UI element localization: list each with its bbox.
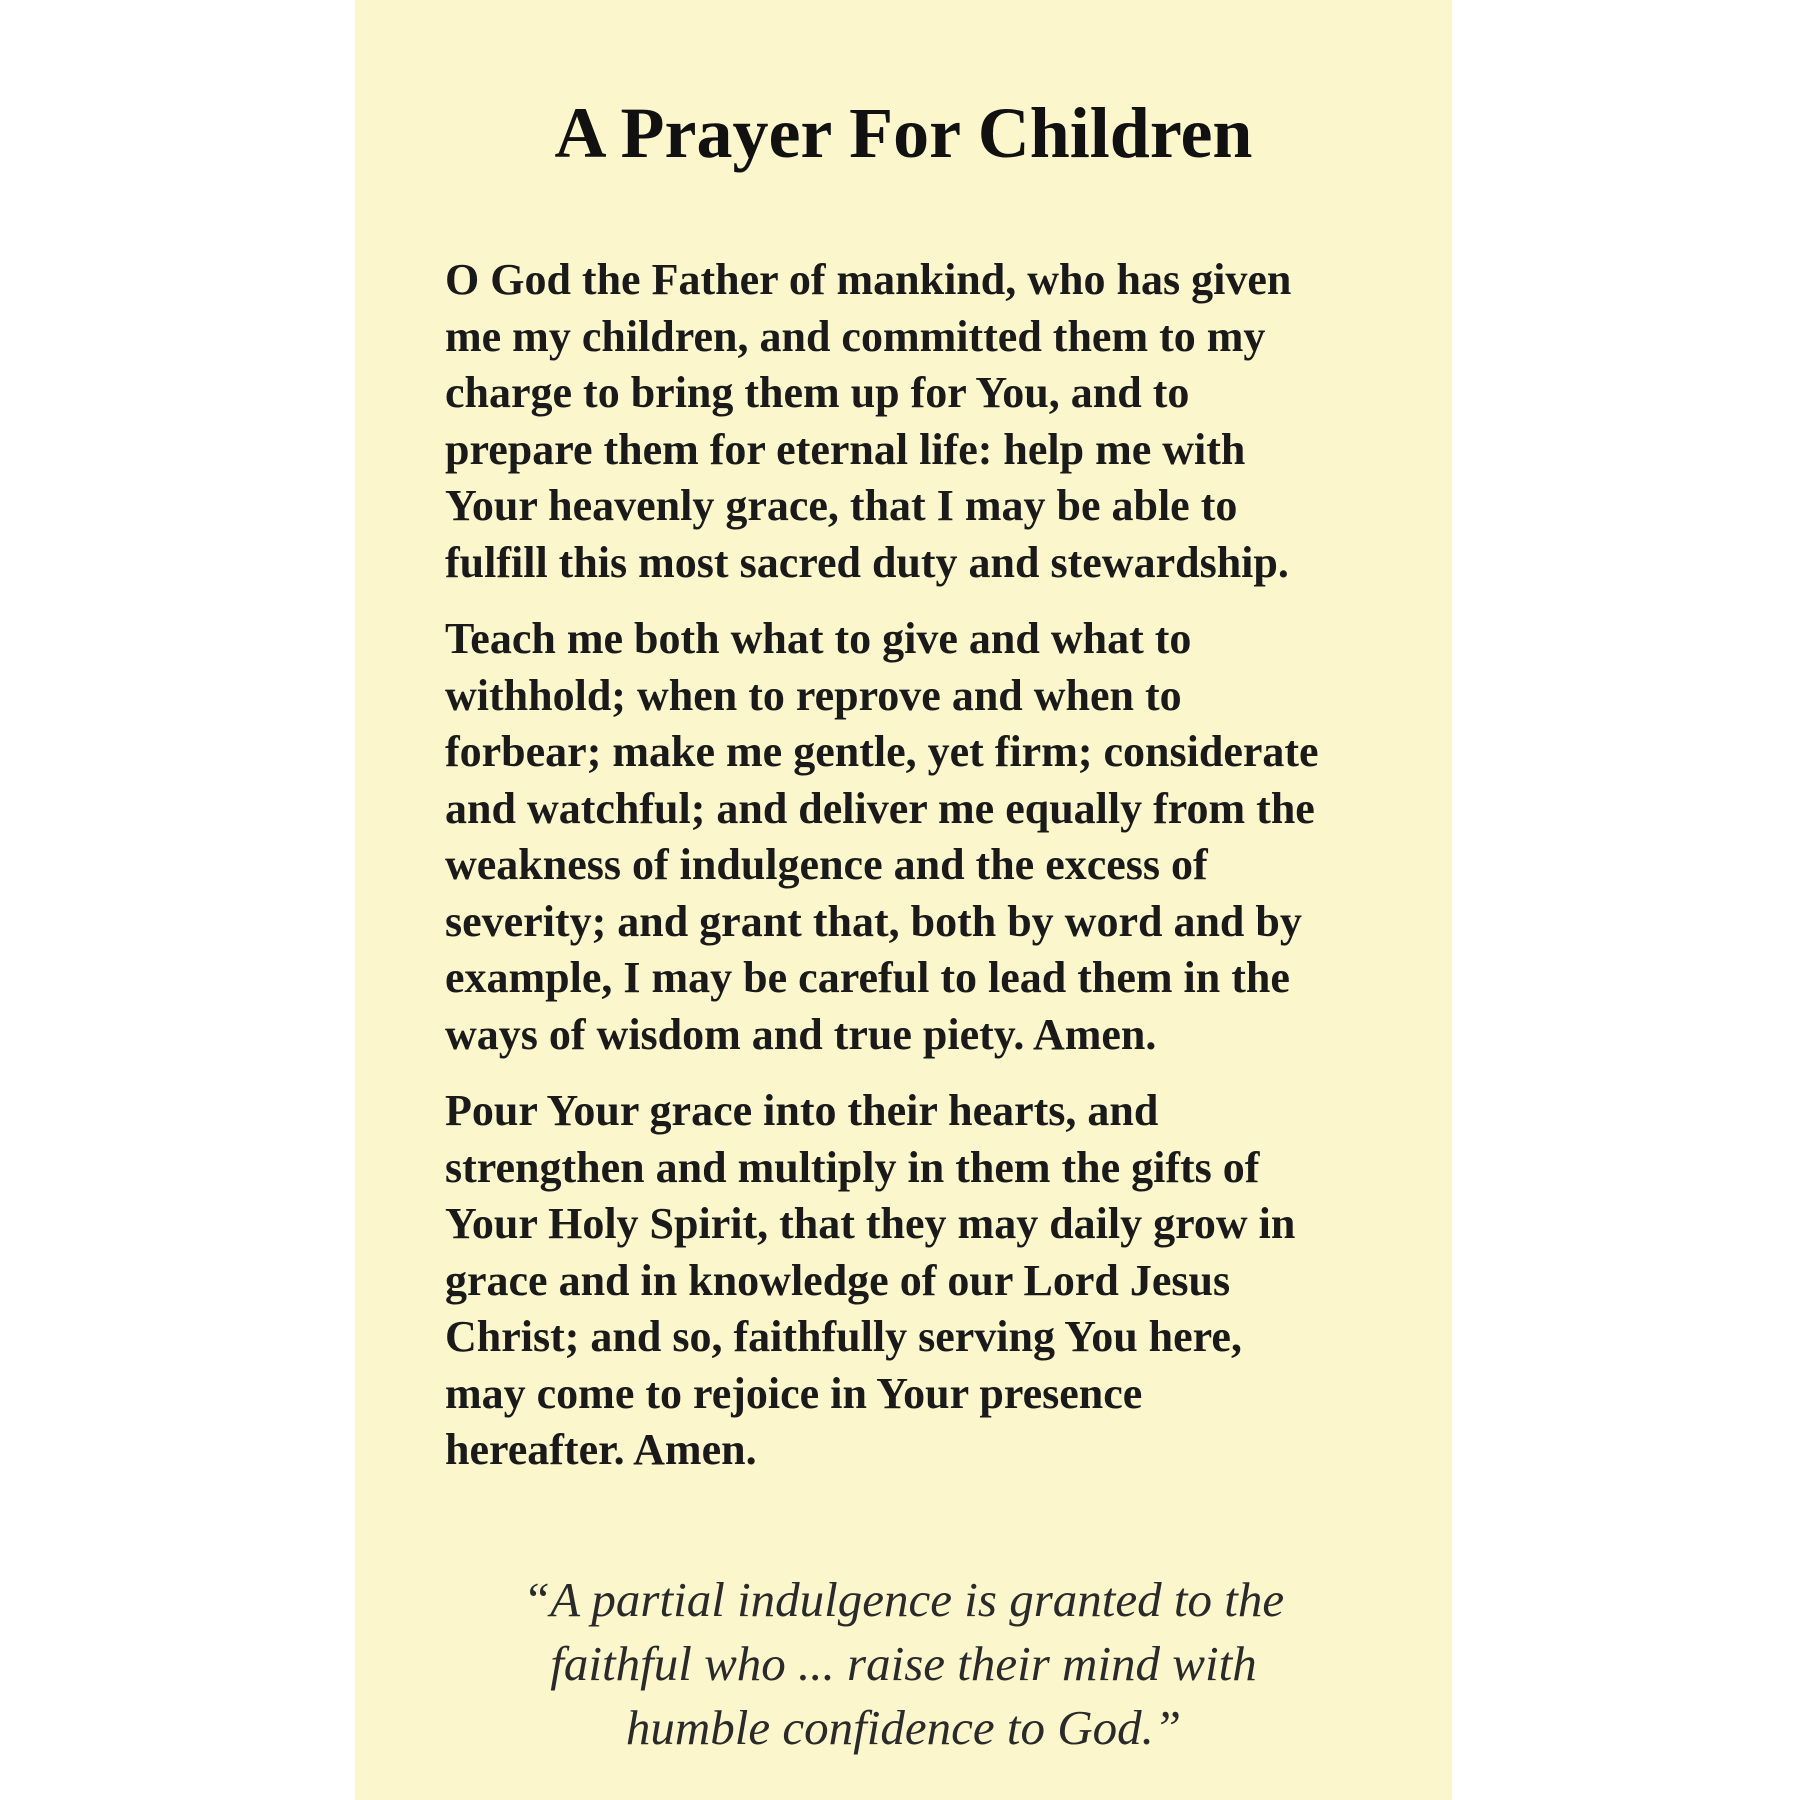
text-line: hereafter. Amen. [445,1425,757,1474]
text-line: O God the Father of mankind, who has given [445,255,1292,304]
quote-line: humble confidence to God.” [625,1700,1182,1755]
text-line: Your heavenly grace, that I may be able to [445,481,1238,530]
text-line: and watchful; and deliver me equally from the [445,783,1315,833]
text-line: Teach me both what to give and what to [445,614,1192,663]
paragraph-2 [445,611,1405,1063]
quote-line: faithful who ... raise their mind with [550,1636,1257,1691]
text-line: fulfill this most sacred duty and stewardship. [445,537,1289,587]
text-line: prepare them for eternal life: help me with [445,424,1246,474]
text-line: forbear; make me gentle, yet firm; considerate [445,727,1319,776]
text-line: grace and in knowledge of our Lord Jesus [445,1255,1231,1305]
prayer-body [445,252,1405,1499]
text-line: me my children, and committed them to my [445,311,1266,361]
text-line: weakness of indulgence and the excess of [445,840,1208,889]
text-line: Pour Your grace into their hearts, and [445,1086,1159,1135]
text-line: Your Holy Spirit, that they may daily grow in [445,1199,1296,1248]
text-line: withhold; when to reprove and when to [445,670,1182,720]
paragraph-1 [445,252,1405,591]
text-line: may come to rejoice in Your presence [445,1368,1143,1418]
text-line: charge to bring them up for You, and to [445,368,1190,417]
indulgence-quote [355,1568,1452,1760]
page-title: A Prayer For Children [554,93,1253,173]
text-line: ways of wisdom and true piety. Amen. [445,1009,1157,1059]
text-line: strengthen and multiply in them the gifts of [445,1142,1260,1192]
text-line: Christ; and so, faithfully serving You here, [445,1312,1242,1361]
prayer-card [355,0,1452,1800]
quote-line: “A partial indulgence is granted to the [522,1572,1285,1627]
text-line: example, I may be careful to lead them in the [445,953,1290,1002]
text-line: severity; and grant that, both by word and by [445,896,1302,946]
paragraph-3 [445,1083,1405,1479]
